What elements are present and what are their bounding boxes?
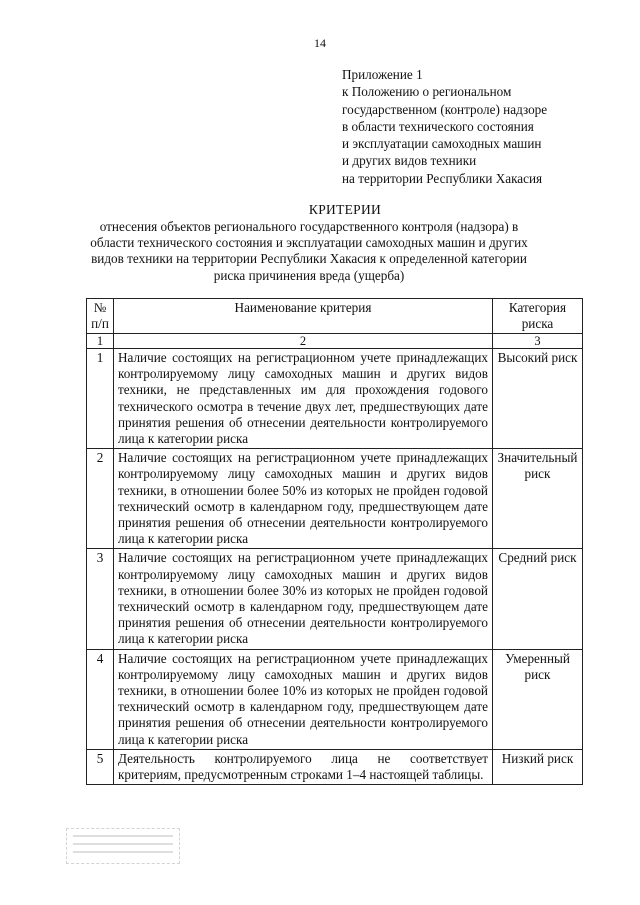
- header-category: Категория риска: [492, 299, 582, 334]
- row-category: Высокий риск: [492, 349, 582, 449]
- row-number: 2: [87, 449, 114, 549]
- column-number-row: [87, 334, 583, 349]
- column-number: 2: [113, 334, 492, 349]
- document-subtitle: отнесения объектов регионального государственного контроля (надзора) в области технического состояния и эксплуатации самоходных машин и других видов техники на территории Республики Хакасия к определенной категории риска причинения вреда (ущерба): [90, 219, 528, 283]
- row-criterion: Наличие состоящих на регистрационном учете принадлежащих контролируемому лицу самоходных машин и других видов техники, в отношении более 50% из которых не пройден годовой технический осмотр в календарном году, предшествующем дате принятия решения об отнесении деятельности контролируемого лица к категории риска: [113, 449, 492, 549]
- header-criterion: Наименование критерия: [113, 299, 492, 334]
- appendix-line: на территории Республики Хакасия: [342, 170, 543, 186]
- stamp-line: [73, 835, 173, 837]
- column-number: 1: [87, 334, 114, 349]
- row-number: 5: [87, 749, 114, 784]
- row-criterion: Наличие состоящих на регистрационном учете принадлежащих контролируемому лицу самоходных машин и других видов техники, в отношении более 10% из которых не пройден годовой технический осмотр в календарном году, предшествующем дате принятия решения об отнесении деятельности контролируемого лица к категории риска: [113, 649, 492, 749]
- row-number: 4: [87, 649, 114, 749]
- column-number: 3: [492, 334, 582, 349]
- row-number: 3: [87, 549, 114, 649]
- table-row: [87, 549, 583, 649]
- appendix-line: государственном (контроле) надзоре: [342, 101, 548, 117]
- appendix-line: Приложение 1: [342, 67, 423, 82]
- faded-stamp: [66, 828, 180, 864]
- row-criterion: Деятельность контролируемого лица не соответствует критериям, предусмотренным строками 1–4 настоящей таблицы.: [113, 749, 492, 784]
- table-row: [87, 349, 583, 449]
- criteria-table: [86, 298, 583, 785]
- row-number: 1: [87, 349, 114, 449]
- row-criterion: Наличие состоящих на регистрационном учете принадлежащих контролируемому лицу самоходных машин и других видов техники, в отношении более 30% из которых не пройден годовой технический осмотр в календарном году, предшествующем дате принятия решения об отнесении деятельности контролируемого лица к категории риска: [113, 549, 492, 649]
- row-category: Средний риск: [492, 549, 582, 649]
- appendix-block: [342, 66, 547, 187]
- row-category: Значительный риск: [492, 449, 582, 549]
- table-header-row: [87, 299, 583, 334]
- appendix-line: и других видов техники: [342, 153, 477, 169]
- header-number: № п/п: [87, 299, 114, 334]
- stamp-line: [73, 843, 173, 845]
- table-row: [87, 449, 583, 549]
- page-number: 14: [314, 36, 326, 50]
- table-row: [87, 749, 583, 784]
- appendix-line: к Положению о региональном: [342, 84, 512, 100]
- appendix-line: и эксплуатации самоходных машин: [342, 136, 542, 152]
- document-title: КРИТЕРИИ: [308, 202, 382, 217]
- row-criterion: Наличие состоящих на регистрационном учете принадлежащих контролируемому лицу самоходных машин и других видов техники, не представленных им для прохождения годового технического осмотра в течение двух лет, предшествующих дате принятия решения об отнесении деятельности контролируемого лица к категории риска: [113, 349, 492, 449]
- stamp-line: [73, 851, 173, 853]
- row-category: Умеренный риск: [492, 649, 582, 749]
- table-row: [87, 649, 583, 749]
- appendix-line: в области технического состояния: [342, 118, 534, 134]
- row-category: Низкий риск: [492, 749, 582, 784]
